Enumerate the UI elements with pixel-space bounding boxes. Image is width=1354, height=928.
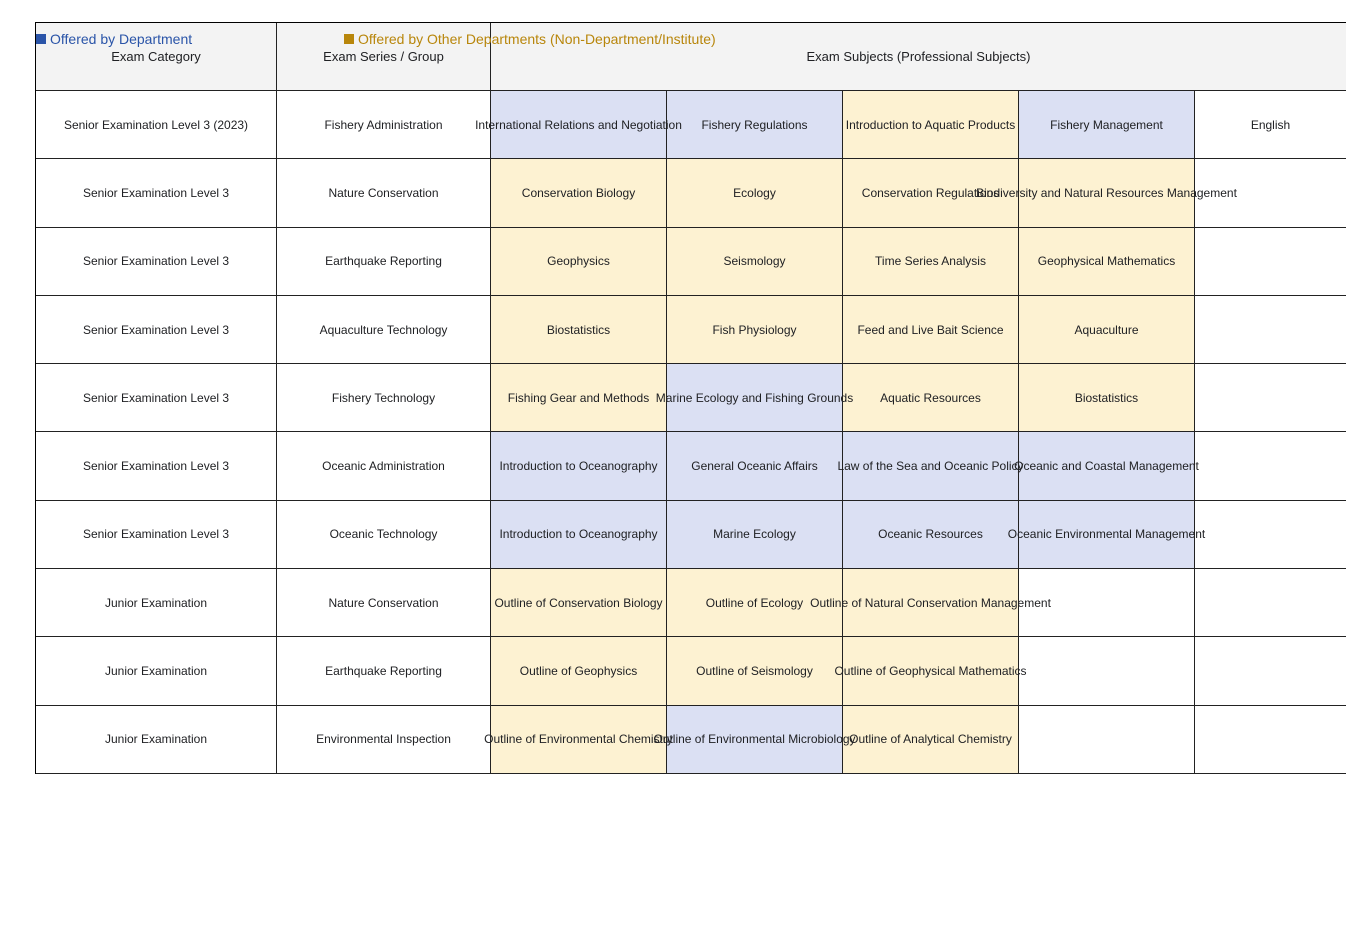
cell-exam-subject[interactable] xyxy=(1019,228,1195,296)
exam-category-text: Senior Examination Level 3 xyxy=(82,390,230,405)
exam-subject-text: Aquaculture xyxy=(1074,322,1139,337)
cell-exam-subject[interactable] xyxy=(655,364,854,432)
cell-exam-subject[interactable] xyxy=(491,432,667,500)
exam-series-text: Oceanic Technology xyxy=(329,527,438,542)
cell-exam-subject[interactable] xyxy=(667,637,843,705)
cell-exam-category[interactable] xyxy=(36,637,277,705)
exam-series-text: Fishery Technology xyxy=(331,390,436,405)
exam-subject-text: Conservation Biology xyxy=(521,185,636,200)
cell-exam-category[interactable] xyxy=(36,706,277,774)
exam-series-text: Environmental Inspection xyxy=(316,732,451,747)
exam-category-text: Senior Examination Level 3 xyxy=(82,322,230,337)
exam-series-text: Earthquake Reporting xyxy=(325,664,442,679)
cell-exam-subject[interactable] xyxy=(976,159,1237,227)
exam-subject-text: Oceanic Environmental Management xyxy=(1007,527,1206,542)
cell-exam-subject[interactable] xyxy=(1195,569,1346,637)
exam-category-text: Senior Examination Level 3 (2023) xyxy=(63,117,249,132)
exam-subject-text: Outline of Environmental Microbiology xyxy=(653,732,856,747)
exam-subject-text: Introduction to Aquatic Products xyxy=(845,117,1016,132)
cell-exam-subject[interactable] xyxy=(1195,228,1346,296)
header-exam-category-label: Exam Category xyxy=(111,49,201,64)
exam-subject-text: Marine Ecology xyxy=(713,527,796,542)
cell-exam-subject[interactable] xyxy=(491,159,667,227)
cell-exam-subject[interactable] xyxy=(491,296,667,364)
cell-exam-subject[interactable] xyxy=(810,569,1051,637)
cell-exam-subject[interactable] xyxy=(667,91,843,159)
cell-exam-subject[interactable] xyxy=(1195,637,1346,705)
cell-exam-series[interactable] xyxy=(277,159,491,227)
cell-exam-series[interactable] xyxy=(277,501,491,569)
cell-exam-category[interactable] xyxy=(36,432,277,500)
cell-exam-subject[interactable] xyxy=(653,706,856,774)
legend-other-swatch xyxy=(344,34,354,44)
exam-series-text: Oceanic Administration xyxy=(322,459,445,474)
exam-subject-text: Oceanic Resources xyxy=(878,527,983,542)
cell-exam-subject[interactable] xyxy=(1195,706,1346,774)
cell-exam-subject[interactable] xyxy=(1195,364,1346,432)
cell-exam-subject[interactable] xyxy=(843,706,1019,774)
exam-subject-text: International Relations and Negotiation xyxy=(475,117,682,132)
exam-subject-text: Conservation Regulations xyxy=(861,185,1000,200)
cell-exam-subject[interactable] xyxy=(837,432,1024,500)
cell-exam-subject[interactable] xyxy=(491,637,667,705)
cell-exam-subject[interactable] xyxy=(843,228,1019,296)
exam-subject-text: Outline of Environmental Chemistry xyxy=(484,732,673,747)
cell-exam-series[interactable] xyxy=(277,569,491,637)
cell-exam-subject[interactable] xyxy=(475,91,682,159)
exam-subject-text: Fishing Gear and Methods xyxy=(507,390,650,405)
cell-exam-subject[interactable] xyxy=(491,228,667,296)
exam-subjects-table xyxy=(35,22,1346,774)
cell-exam-category[interactable] xyxy=(36,296,277,364)
cell-exam-series[interactable] xyxy=(277,364,491,432)
cell-exam-subject[interactable] xyxy=(1019,296,1195,364)
cell-exam-subject[interactable] xyxy=(843,296,1019,364)
exam-subject-text: Marine Ecology and Fishing Grounds xyxy=(655,390,854,405)
legend-department xyxy=(36,31,192,47)
exam-category-text: Senior Examination Level 3 xyxy=(82,527,230,542)
cell-exam-subject[interactable] xyxy=(1019,364,1195,432)
cell-exam-subject[interactable] xyxy=(667,228,843,296)
cell-exam-subject[interactable] xyxy=(667,432,843,500)
cell-exam-series[interactable] xyxy=(277,637,491,705)
exam-subject-text: Geophysics xyxy=(547,254,610,269)
cell-exam-subject[interactable] xyxy=(491,364,667,432)
cell-exam-subject[interactable] xyxy=(667,296,843,364)
exam-subject-text: Seismology xyxy=(723,254,786,269)
exam-subject-text: Outline of Seismology xyxy=(696,664,813,679)
cell-exam-subject[interactable] xyxy=(667,501,843,569)
exam-category-text: Junior Examination xyxy=(104,732,208,747)
cell-exam-subject[interactable] xyxy=(491,569,667,637)
exam-subject-text: Geophysical Mathematics xyxy=(1037,254,1176,269)
exam-series-text: Nature Conservation xyxy=(328,595,439,610)
cell-exam-subject[interactable] xyxy=(1019,637,1195,705)
exam-subject-text: Outline of Ecology xyxy=(705,595,804,610)
cell-exam-subject[interactable] xyxy=(1195,432,1346,500)
cell-exam-subject[interactable] xyxy=(843,501,1019,569)
exam-subject-text: Time Series Analysis xyxy=(875,254,986,269)
legend-department-swatch xyxy=(36,34,46,44)
exam-subject-text: Aquatic Resources xyxy=(880,390,981,405)
header-exam-series-label: Exam Series / Group xyxy=(323,49,444,64)
exam-subject-text: Fishery Regulations xyxy=(701,117,808,132)
cell-exam-category[interactable] xyxy=(36,91,277,159)
exam-series-text: Fishery Administration xyxy=(324,117,443,132)
header-exam-subjects-label: Exam Subjects (Professional Subjects) xyxy=(806,49,1031,64)
cell-exam-subject[interactable] xyxy=(843,364,1019,432)
cell-exam-subject[interactable] xyxy=(1014,432,1199,500)
exam-category-text: Senior Examination Level 3 xyxy=(82,459,230,474)
exam-category-text: Senior Examination Level 3 xyxy=(82,185,230,200)
cell-exam-category[interactable] xyxy=(36,501,277,569)
cell-exam-subject[interactable] xyxy=(1195,91,1346,159)
cell-exam-subject[interactable] xyxy=(1195,501,1346,569)
exam-subject-text: Outline of Conservation Biology xyxy=(494,595,663,610)
exam-category-text: Junior Examination xyxy=(104,595,208,610)
legend-department-label: Offered by Department xyxy=(50,31,193,47)
cell-exam-subject[interactable] xyxy=(667,159,843,227)
cell-exam-subject[interactable] xyxy=(843,91,1019,159)
exam-subject-text: Biostatistics xyxy=(1074,390,1139,405)
cell-exam-series[interactable] xyxy=(277,91,491,159)
exam-subject-text: Fish Physiology xyxy=(712,322,797,337)
exam-subject-text: Outline of Analytical Chemistry xyxy=(849,732,1012,747)
legend-other-label: Offered by Other Departments (Non-Department/Institute) xyxy=(358,31,716,47)
cell-exam-series[interactable] xyxy=(277,432,491,500)
exam-subject-text: English xyxy=(1250,117,1291,132)
cell-exam-category[interactable] xyxy=(36,569,277,637)
exam-subject-text: General Oceanic Affairs xyxy=(691,459,818,474)
cell-exam-series[interactable] xyxy=(277,228,491,296)
cell-exam-subject[interactable] xyxy=(484,706,673,774)
exam-subject-text: Ecology xyxy=(733,185,776,200)
exam-subject-text: Biodiversity and Natural Resources Management xyxy=(976,185,1237,200)
exam-subject-text: Outline of Geophysics xyxy=(519,664,638,679)
cell-exam-subject[interactable] xyxy=(834,637,1027,705)
cell-exam-category[interactable] xyxy=(36,228,277,296)
exam-series-text: Earthquake Reporting xyxy=(325,254,442,269)
exam-subject-text: Law of the Sea and Oceanic Policy xyxy=(837,459,1024,474)
exam-subject-text: Feed and Live Bait Science xyxy=(857,322,1004,337)
exam-subject-text: Biostatistics xyxy=(546,322,611,337)
cell-exam-category[interactable] xyxy=(36,159,277,227)
exam-subject-text: Oceanic and Coastal Management xyxy=(1014,459,1199,474)
cell-exam-subject[interactable] xyxy=(1195,296,1346,364)
cell-exam-subject[interactable] xyxy=(1019,706,1195,774)
exam-subject-text: Fishery Management xyxy=(1050,117,1163,132)
exam-subject-text: Outline of Geophysical Mathematics xyxy=(834,664,1027,679)
exam-series-text: Aquaculture Technology xyxy=(319,322,448,337)
exam-series-text: Nature Conservation xyxy=(328,185,439,200)
cell-exam-series[interactable] xyxy=(277,296,491,364)
cell-exam-subject[interactable] xyxy=(491,501,667,569)
table-grid xyxy=(36,23,1346,774)
exam-category-text: Junior Examination xyxy=(104,664,208,679)
legend-other-department xyxy=(344,31,716,47)
cell-exam-subject[interactable] xyxy=(1007,501,1206,569)
exam-subject-text: Introduction to Oceanography xyxy=(499,527,658,542)
exam-subject-text: Outline of Natural Conservation Management xyxy=(810,595,1051,610)
cell-exam-series[interactable] xyxy=(277,706,491,774)
exam-category-text: Senior Examination Level 3 xyxy=(82,254,230,269)
exam-subject-text: Introduction to Oceanography xyxy=(499,459,658,474)
cell-exam-subject[interactable] xyxy=(1019,91,1195,159)
cell-exam-category[interactable] xyxy=(36,364,277,432)
